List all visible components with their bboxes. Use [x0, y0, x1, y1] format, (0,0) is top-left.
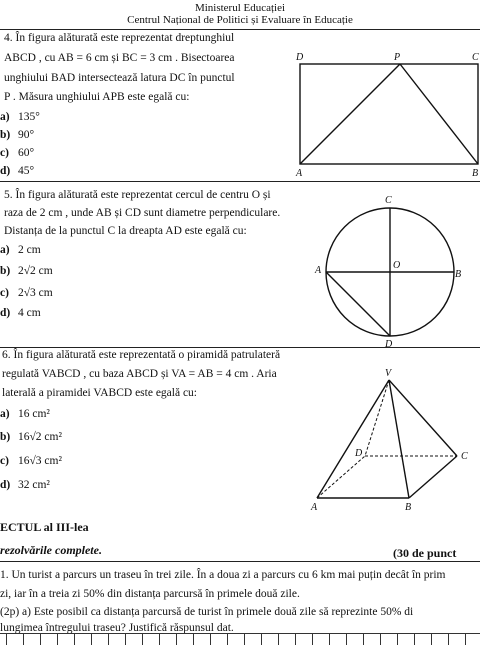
q4-line-1: 4. În figura alăturată este reprezentat dreptunghiul: [4, 32, 235, 44]
q5-line-3: Distanța de la punctul C la dreapta AD este egală cu:: [4, 225, 247, 237]
q6-answer-d: [0, 478, 50, 492]
answer-text: 90°: [18, 129, 35, 141]
q4-answer-c: [0, 146, 34, 160]
q6-line-2: regulată VABCD , cu baza ABCD și VA = AB = 4 cm . Aria: [2, 368, 277, 380]
answer-letter: a): [0, 244, 10, 256]
q4-rectangle-figure: [290, 52, 480, 179]
label-A: A: [311, 502, 318, 513]
answer-text: 16√2 cm²: [18, 431, 62, 443]
answer-text: 45°: [18, 165, 35, 177]
problem-1-line-1: 1. Un turist a parcurs un traseu în trei zile. În a doua zi a parcurs cu 6 km mai puțin decât în prim: [0, 569, 446, 581]
center-title: Centrul Național de Politici și Evaluare în Educație: [127, 14, 353, 26]
answer-grid: [0, 633, 480, 645]
answer-letter: b): [0, 431, 11, 443]
answer-letter: a): [0, 111, 10, 123]
q6-answer-a: [0, 407, 50, 421]
problem-1-line-2: zi, iar în a treia zi 50% din distanța parcursă în primele două zile.: [0, 588, 300, 600]
label-C: C: [385, 195, 392, 206]
q5-circle-figure: [315, 195, 465, 350]
q5-answer-d: [0, 306, 41, 320]
label-C: C: [472, 52, 479, 63]
answer-letter: d): [0, 479, 11, 491]
answer-text: 60°: [18, 147, 35, 159]
answer-letter: c): [0, 455, 9, 467]
answer-letter: c): [0, 147, 9, 159]
q6-answer-b: [0, 430, 62, 444]
q6-pyramid-figure: [305, 368, 475, 513]
answer-letter: b): [0, 265, 11, 277]
label-O: O: [393, 260, 401, 271]
q4-answer-a: [0, 110, 40, 124]
q5-answer-a: [0, 243, 41, 257]
label-C: C: [461, 451, 468, 462]
q6-answer-c: [0, 454, 62, 468]
problem-1-line-3: (2p) a) Este posibil ca distanța parcursă de turist în primele două zile să reprezinte 50% di: [0, 606, 414, 618]
label-B: B: [472, 168, 479, 179]
section-points: (30 de punct: [393, 546, 457, 560]
label-B: B: [405, 502, 412, 513]
section-divider: [0, 561, 480, 562]
q4-line-4: P . Măsura unghiului APB este egală cu:: [4, 91, 190, 103]
section-instruction: rezolvările complete.: [0, 543, 102, 557]
answer-text: 16 cm²: [18, 408, 50, 420]
q6-line-1: 6. În figura alăturată este reprezentată o piramidă patrulateră: [2, 349, 281, 361]
q5-line-2: raza de 2 cm , unde AB și CD sunt diametre perpendiculare.: [4, 207, 281, 219]
label-A: A: [315, 265, 322, 276]
q4-line-3: unghiului BAD intersectează latura DC în punctul: [4, 72, 235, 84]
q4-answer-d: [0, 164, 34, 178]
label-A: A: [296, 168, 303, 179]
answer-text: 2 cm: [18, 244, 41, 256]
q5-line-1: 5. În figura alăturată este reprezentat cercul de centru O și: [4, 189, 271, 201]
label-D: D: [385, 339, 393, 350]
q4-line-2: ABCD , cu AB = 6 cm și BC = 3 cm . Bisectoarea: [4, 52, 235, 64]
q6-line-3: laterală a piramidei VABCD este egală cu:: [2, 387, 198, 399]
answer-letter: d): [0, 307, 11, 319]
label-V: V: [385, 368, 392, 379]
label-B: B: [455, 269, 462, 280]
q4-divider: [0, 181, 480, 182]
label-D: D: [296, 52, 304, 63]
answer-text: 16√3 cm²: [18, 455, 62, 467]
q4-answer-b: [0, 128, 34, 142]
answer-letter: a): [0, 408, 10, 420]
answer-letter: b): [0, 129, 11, 141]
problem-1-line-4: lungimea întregului traseu? Justifică răspunsul dat.: [0, 622, 234, 634]
answer-text: 32 cm²: [18, 479, 50, 491]
label-D: D: [355, 448, 363, 459]
q5-answer-c: [0, 286, 53, 300]
answer-text: 2√3 cm: [18, 287, 53, 299]
label-P: P: [394, 52, 401, 63]
answer-text: 2√2 cm: [18, 265, 53, 277]
section-title: ECTUL al III-lea: [0, 520, 89, 534]
answer-letter: c): [0, 287, 9, 299]
answer-text: 135°: [18, 111, 40, 123]
q5-answer-b: [0, 264, 53, 278]
answer-letter: d): [0, 165, 11, 177]
ministry-title: Ministerul Educației: [194, 2, 286, 14]
answer-text: 4 cm: [18, 307, 41, 319]
